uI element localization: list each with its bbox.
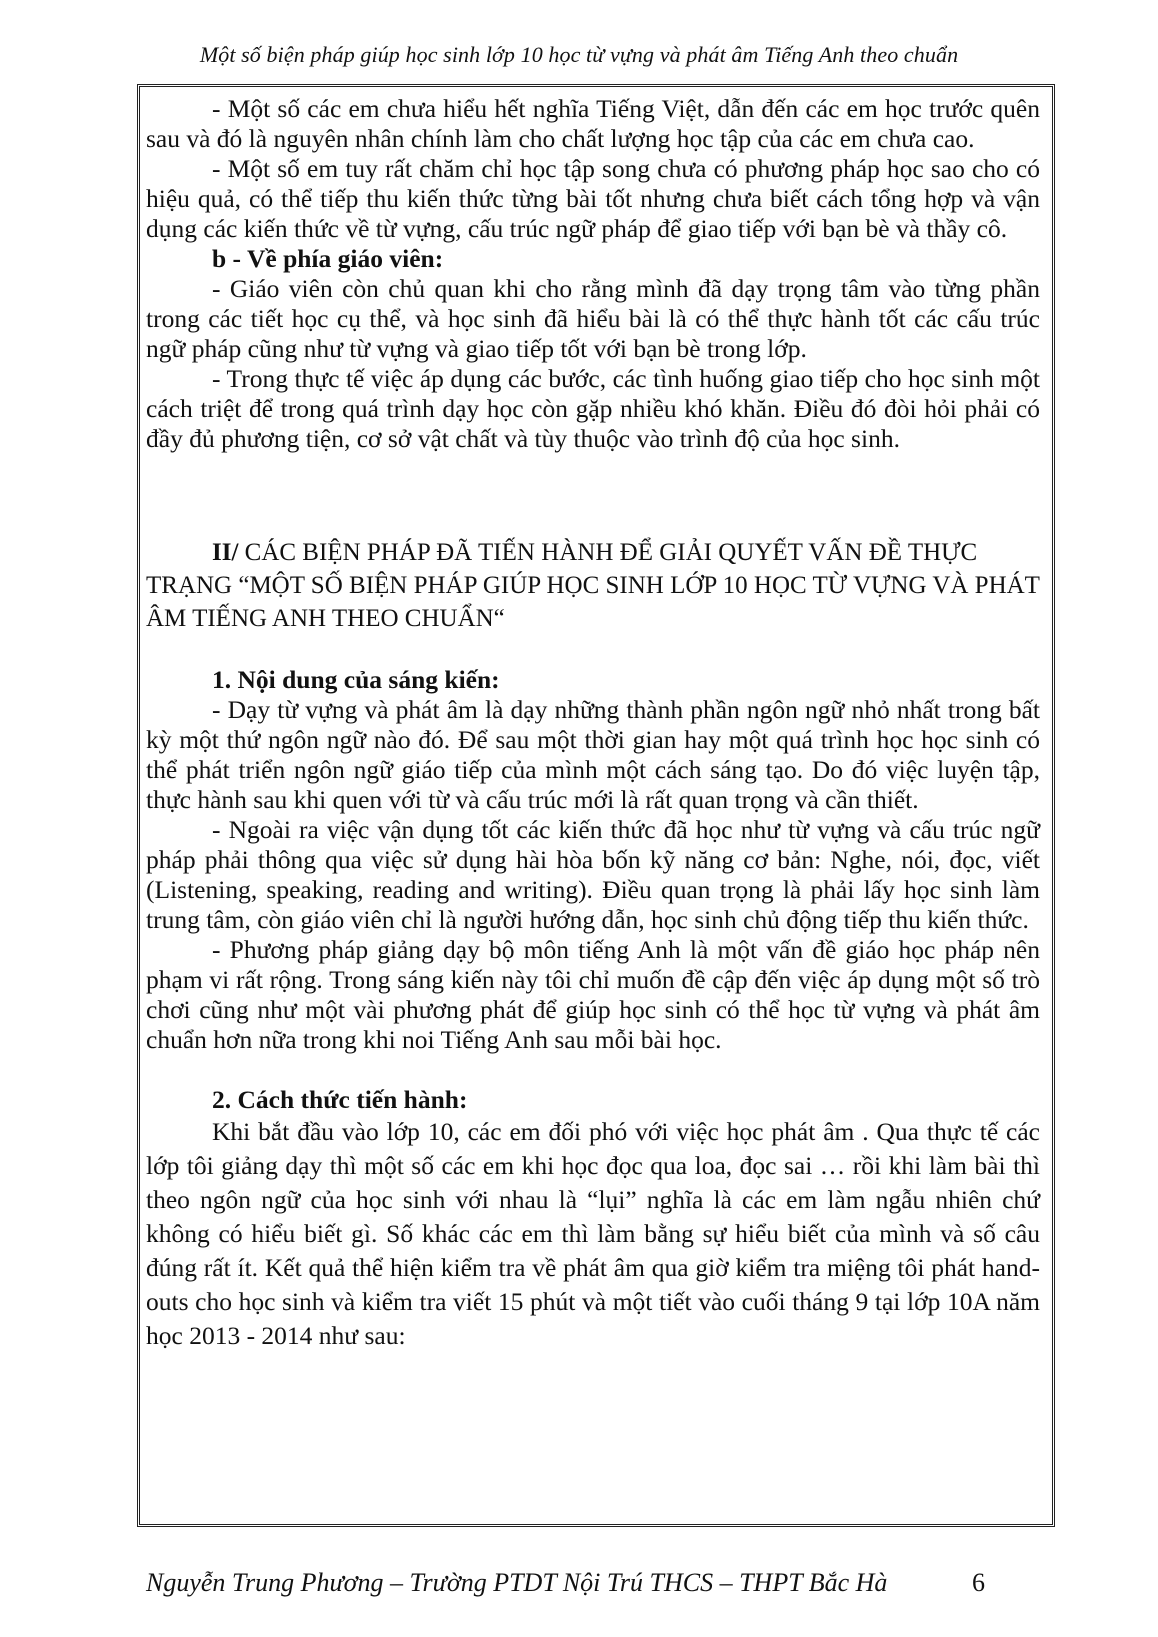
document-body [146, 94, 1040, 1353]
spacer [146, 1055, 1040, 1085]
section-ii-number: II/ [212, 539, 239, 566]
content-heading: 1. Nội dung của sáng kiến: [212, 665, 500, 694]
teacher-paragraph-1: - Giáo viên còn chủ quan khi cho rằng mình đã dạy trọng tâm vào từng phần trong các tiết học cụ thể, và học sinh đã hiểu bài là có thể thực hành tốt các cấu trúc ngữ pháp cũng như từ vựng và giao tiếp tốt với bạn bè trong lớp. [146, 274, 1040, 363]
student-paragraph-1: - Một số các em chưa hiểu hết nghĩa Tiếng Việt, dẫn đến các em học trước quên sau và đó là nguyên nhân chính làm cho chất lượng học tập của các em chưa cao. [146, 94, 1040, 153]
teacher-paragraph-2: - Trong thực tế việc áp dụng các bước, các tình huống giao tiếp cho học sinh một cách triệt để trong quá trình dạy học còn gặp nhiều khó khăn. Điều đó đòi hỏi phải có đầy đủ phương tiện, cơ sở vật chất và tùy thuộc vào trình độ của học sinh. [146, 364, 1040, 453]
content-paragraph-1: - Dạy từ vựng và phát âm là dạy những thành phần ngôn ngữ nhỏ nhất trong bất kỳ một thứ ngôn ngữ nào đó. Để sau một thời gian hay một quá trình học học sinh có thể phát triển ngôn ngữ giáo tiếp của mình một cách sáng tạo. Do đó việc luyện tập, thực hành sau khi quen với từ và cấu trúc mới là rất quan trọng và cần thiết. [146, 695, 1040, 814]
spacer [146, 635, 1040, 665]
content-paragraph-2: - Ngoài ra việc vận dụng tốt các kiến thức đã học như từ vựng và cấu trúc ngữ pháp phải thông qua việc sử dụng hài hòa bốn kỹ năng cơ bản: Nghe, nói, đọc, viết (Listening, speaking, reading and writing). Điều quan trọng là phải lấy học sinh làm trung tâm, còn giáo viên chỉ là người hướng dẫn, học sinh chủ động tiếp thu kiến thức. [146, 815, 1040, 934]
method-heading: 2. Cách thức tiến hành: [212, 1085, 468, 1114]
section-ii-heading [146, 536, 1040, 635]
section-ii-text: CÁC BIỆN PHÁP ĐÃ TIẾN HÀNH ĐỂ GIẢI QUYẾT VẤN ĐỀ THỰC TRẠNG “MỘT SỐ BIỆN PHÁP GIÚP HỌC SINH LỚP 10 HỌC TỪ VỰNG VÀ PHÁT ÂM TIẾNG ANH THEO CHUẨN“ [146, 539, 1040, 632]
content-paragraph-3: - Phương pháp giảng dạy bộ môn tiếng Anh là một vấn đề giáo học pháp nên phạm vi rất rộng. Trong sáng kiến này tôi chỉ muốn đề cập đến việc áp dụng một số trò chơi cũng như một vài phương phát để giúp học sinh có thể học từ vựng và phát âm chuẩn hơn nữa trong khi noi Tiếng Anh sau mỗi bài học. [146, 935, 1040, 1054]
spacer [146, 506, 1040, 536]
teacher-heading: b - Về phía giáo viên: [212, 244, 444, 273]
method-paragraph: Khi bắt đầu vào lớp 10, các em đối phó với việc học phát âm . Qua thực tế các lớp tôi giảng dạy thì một số các em khi học đọc qua loa, đọc sai … rồi khi làm bài thì theo ngôn ngữ của học sinh với nhau là “lụi” nghĩa là các em làm ngẫu nhiên chứ không có hiểu biết gì. Số khác các em thì làm bằng sự hiểu biết của mình và số câu đúng rất ít. Kết quả thể hiện kiểm tra về phát âm qua giờ kiểm tra miệng tôi phát hand-outs cho học sinh và kiểm tra viết 15 phút và một tiết vào cuối tháng 9 tại lớp 10A năm học 2013 - 2014 như sau: [146, 1117, 1040, 1350]
page-header-title: Một số biện pháp giúp học sinh lớp 10 học từ vựng và phát âm Tiếng Anh theo chuẩn [199, 42, 959, 67]
page-footer-author: Nguyễn Trung Phương – Trường PTDT Nội Trú THCS – THPT Bắc Hà [146, 1568, 888, 1597]
student-paragraph-2: - Một số em tuy rất chăm chỉ học tập song chưa có phương pháp học sao cho có hiệu quả, có thể tiếp thu kiến thức từng bài tốt nhưng chưa biết cách tổng hợp và vận dụng các kiến thức về từ vựng, cấu trúc ngữ pháp để giao tiếp với bạn bè và thầy cô. [146, 154, 1040, 243]
page-number: 6 [972, 1568, 985, 1597]
spacer [146, 454, 1040, 506]
